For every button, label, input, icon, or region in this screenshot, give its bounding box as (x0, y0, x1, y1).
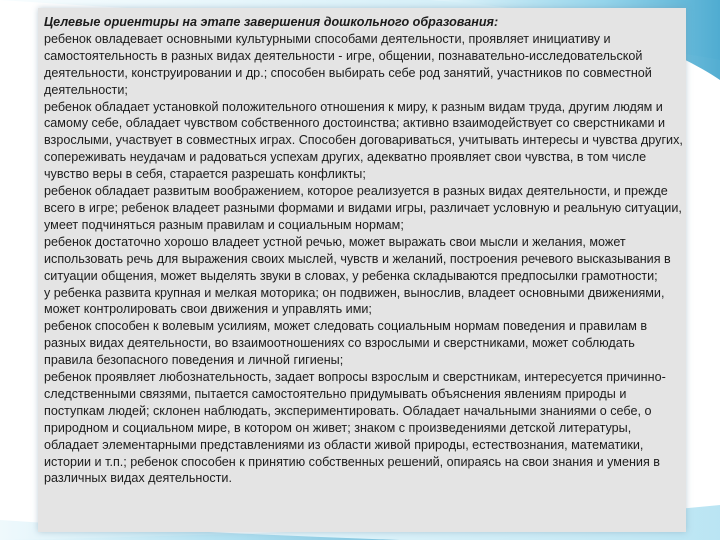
paragraph-curiosity: ребенок проявляет любознательность, задает вопросы взрослым и сверстникам, интересуется причинно-следственными связями, пытается самостоятельно придумывать объяснения явлениям природы и поступкам людей; склонен наблюдать, экспериментировать. Обладает начальными знаниями о себе, о природном и социальном мире, в котором он живет; знаком с произведениями детской литературы, обладает элементарными представлениями из области живой природы, естествознания, математики, истории и т.п.; ребенок способен к принятию собственных решений, опираясь на свои знания и умения в различных видах деятельности. (44, 370, 666, 486)
paragraph-initiative: ребенок овладевает основными культурными способами деятельности, проявляет инициативу и самостоятельность в разных видах деятельности - игре, общении, познавательно-исследовательской деятельности, конструировании и др.; способен выбирать себе род занятий, участников по совместной деятельности; (44, 31, 652, 97)
paragraph-attitude: ребенок обладает установкой положительного отношения к миру, к разным видам труда, другим людям и самому себе, обладает чувством собственного достоинства; активно взаимодействует со сверстниками и взрослыми, участвует в совместных играх. Способен договариваться, учитывать интересы и чувства других, сопереживать неудачам и радоваться успехам других, адекватно проявляет свои чувства, в том числе чувство веры в себя, старается разрешать конфликты; (44, 99, 683, 182)
paragraph-motor-skills: у ребенка развита крупная и мелкая моторика; он подвижен, вынослив, владеет основными движениями, может контролировать свои движения и управлять ими; (44, 285, 665, 317)
heading-colon: : (493, 15, 499, 29)
document-body (44, 14, 684, 487)
paragraph-speech: ребенок достаточно хорошо владеет устной речью, может выражать свои мысли и желания, может использовать речь для выражения своих мыслей, чувств и желаний, построения речевого высказывания в ситуации общения, может выделять звуки в словах, у ребенка складываются предпосылки грамотности; (44, 234, 671, 283)
paragraph-imagination: ребенок обладает развитым воображением, которое реализуется в разных видах деятельности, и прежде всего в игре; ребенок владеет разными формами и видами игры, различает условную и реальную ситуации, умеет подчиняться разным правилам и социальным нормам; (44, 184, 682, 232)
heading-text: Целевые ориентиры на этапе завершения дошкольного образования (44, 15, 494, 29)
paragraph-volition: ребенок способен к волевым усилиям, может следовать социальным нормам поведения и правилам в разных видах деятельности, во взаимоотношениях со взрослыми и сверстниками, может соблюдать правила безопасного поведения и личной гигиены; (44, 319, 648, 368)
heading (44, 14, 684, 31)
